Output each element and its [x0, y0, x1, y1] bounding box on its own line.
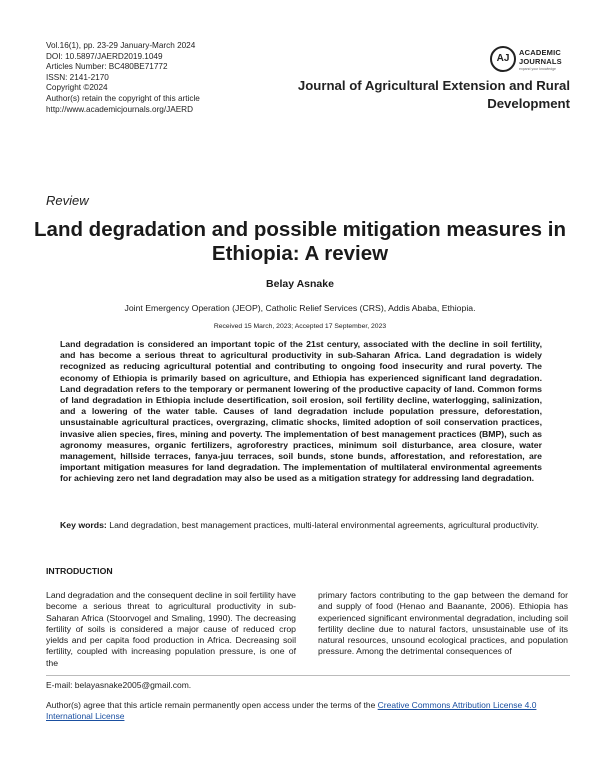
journal-name-line-2: Development	[487, 96, 570, 111]
logo-line-1: ACADEMIC	[519, 48, 562, 57]
meta-doi: DOI: 10.5897/JAERD2019.1049	[46, 51, 163, 61]
meta-article-number: Articles Number: BC480BE71772	[46, 62, 168, 72]
academic-journals-logo	[490, 44, 580, 74]
keywords-label: Key words:	[60, 520, 107, 530]
license-text: Author(s) agree that this article remain permanently open access under the terms of the	[46, 700, 378, 710]
article-metadata	[46, 41, 296, 115]
logo-line-2: JOURNALS	[519, 57, 562, 66]
journal-name	[270, 77, 570, 113]
article-title: Land degradation and possible mitigation measures in Ethiopia: A review	[34, 218, 566, 265]
body-column-left: Land degradation and the consequent decline in soil fertility have become a serious threat to agricultural productivity in sub-Saharan Africa (Stoorvogel and Smaling, 1990). The decreasing fertility of soils is considered a major cause of reduced crop yields and per capita food production in Africa. Decreasing soil fertility, coupled with increasing population pressure, is one of the	[46, 590, 296, 668]
keywords-text: Land degradation, best management practices, multi-lateral environmental agreements, agricultural productivity.	[109, 520, 539, 530]
author-name: Belay Asnake	[266, 278, 334, 290]
footer-divider	[46, 675, 570, 676]
article-type: Review	[46, 193, 89, 208]
meta-url[interactable]: http://www.academicjournals.org/JAERD	[46, 104, 193, 114]
meta-copyright: Copyright ©2024	[46, 83, 108, 93]
license-notice	[46, 700, 570, 722]
aj-logo-icon: AJ	[490, 46, 516, 72]
meta-rights: Author(s) retain the copyright of this article	[46, 93, 200, 103]
introduction-heading: INTRODUCTION	[46, 566, 113, 576]
meta-issn: ISSN: 2141-2170	[46, 72, 109, 82]
received-dates: Received 15 March, 2023; Accepted 17 September, 2023	[213, 323, 387, 330]
abstract: Land degradation is considered an important topic of the 21st century, associated with the decline in soil fertility, and has become a serious threat to agricultural productivity in sub-Saharan Africa. Land degradation is widely recognized as reducing agricultural potential and contributing to ongoing food insecurity and rural poverty. The economy of Ethiopia is primarily based on agriculture, and Ethiopia has experienced significant land degradation. Land degradation refers to the temporary or permanent lowering of the productive capacity of land. Common forms of land degradation in Ethiopia include desertification, soil erosion, soil fertility decline, waterlogging, salinization, and a lowering of the water table. Causes of land degradation include population pressure, deforestation, unsustainable agricultural practices, overgrazing, climatic shocks, limited adoption of soil conservation practices, invasive alien species, fires, mining and poverty. The implementation of best management practices (BMP), such as agronomy measures, organic fertilizers, agroforestry practices, minimum soil disturbance, area closure, water management, hillside terraces, fanya-juu terraces, soil bunds, stone bunds, afforestation, and reforestation, are important mitigation measures for land degradation. The implementation of multilateral environmental agreements for achieving zero net land degradation may also be used as a mitigation strategy for addressing land degradation.	[60, 339, 542, 484]
keywords	[60, 520, 542, 531]
meta-volume: Vol.16(1), pp. 23-29 January-March 2024	[46, 41, 196, 50]
author-email[interactable]: E-mail: belayasnake2005@gmail.com.	[46, 680, 192, 690]
author-affiliation: Joint Emergency Operation (JEOP), Catholic Relief Services (CRS), Addis Ababa, Ethiopia.	[124, 303, 476, 313]
license-link[interactable]: Creative Commons Attribution License 4.0 International License	[46, 700, 537, 722]
journal-name-line-1: Journal of Agricultural Extension and Rural	[297, 78, 570, 93]
body-column-right: primary factors contributing to the gap between the demand for and supply of food (Henao and Baanante, 2006). Ethiopia has experienced significant environmental degradation, including soil fertility decline due to natural factors, unsustainable use of its natural resources, unsound ecological practices, and population pressure. Among the detrimental consequences of	[318, 590, 568, 657]
logo-tagline: expand your knowledge	[519, 67, 556, 71]
